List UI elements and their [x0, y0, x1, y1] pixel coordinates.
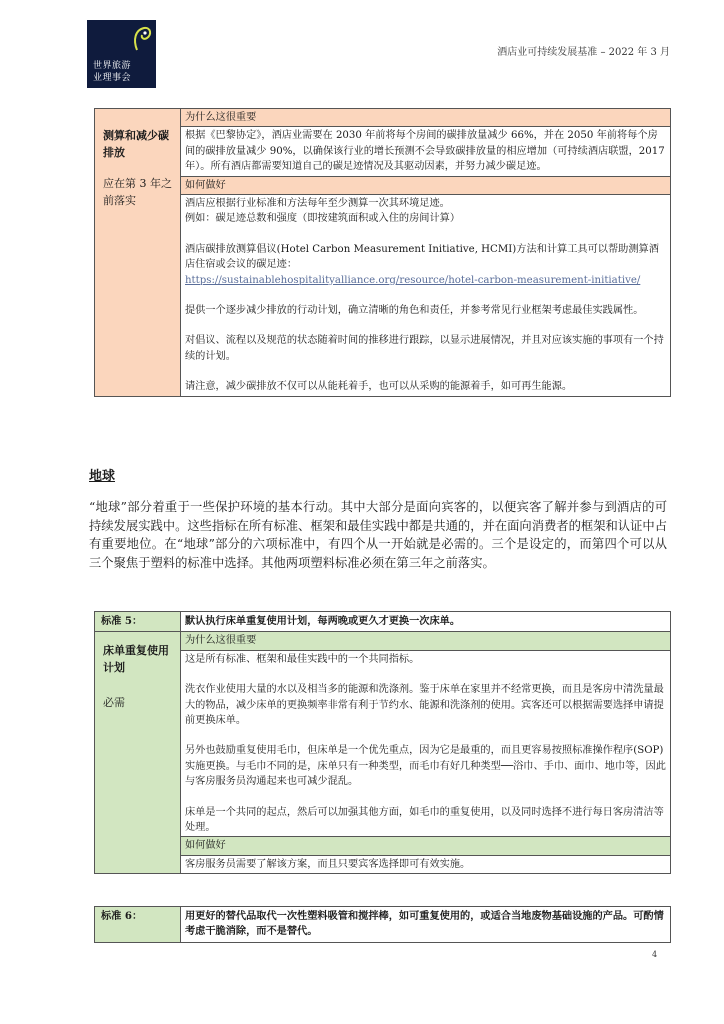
standard5-why-body	[181, 650, 671, 837]
standard5-left-panel	[95, 632, 181, 874]
standard6-title: 用更好的替代品取代一次性塑料吸管和搅拌棒，如可重复使用的，或适合当地废物基础设施的产品。可酌情考虑干脆消除，而不是替代。	[181, 907, 671, 943]
standard5-why-p4: 床单是一个共同的起点，然后可以加强其他方面，如毛巾的重复使用，以及同时选择不进行每日客房清洁等处理。	[185, 806, 664, 834]
section-intro: “地球”部分着重于一些保护环境的基本行动。其中大部分是面向宾客的，以便宾客了解并参与到酒店的可持续发展实践中。这些指标在所有标准、框架和最佳实践中都是共通的，并在面向消费者的框架和认证中占有重要地位。在“地球”部分的六项标准中，有四个从一开始就是必需的。三个是设定的，而第四个可以从三个聚焦于塑料的标准中选择。其他两项塑料标准必须在第三年之前落实。	[89, 500, 667, 570]
logo-swirl-icon	[87, 20, 156, 60]
standard5-label: 标准 5：	[95, 612, 181, 632]
carbon-how-p6: 请注意，减少碳排放不仅可以从能耗着手，也可以从采购的能源着手，如可再生能源。	[185, 381, 573, 393]
standard5-how-body	[181, 855, 671, 873]
logo-text-line1: 世界旅游	[93, 61, 132, 71]
standard5-status: 必需	[103, 696, 125, 710]
standard6-label: 标准 6：	[95, 907, 181, 943]
carbon-how-p3: 酒店碳排放测算倡议(Hotel Carbon Measurement Initiative, HCMI)方法和计算工具可以帮助测算酒店住宿或会议的碳足迹：	[185, 243, 659, 271]
carbon-how-header: 如何做好	[181, 176, 671, 194]
hcmi-link[interactable]: https://sustainablehospitalityalliance.org/resource/hotel-carbon-measurement-initiative/	[185, 274, 641, 286]
standard5-why-p3: 另外也鼓励重复使用毛巾，但床单是一个优先重点，因为它是最重的，而且更容易按照标准操作程序(SOP)实施更换。与毛巾不同的是，床单只有一种类型，而毛巾有好几种类型──浴巾、手巾、面巾、地巾等，因此与客房服务员沟通起来也可减少混乱。	[185, 745, 666, 788]
section-title-planet: 地球	[89, 469, 116, 484]
document-title: 酒店业可持续发展基准 – 2022 年 3 月	[497, 47, 670, 58]
carbon-left-title: 测算和减少碳排放	[103, 129, 169, 159]
carbon-how-p4: 提供一个逐步减少排放的行动计划，确立清晰的角色和责任，并参考常见行业框架考虑最佳实践属性。	[185, 305, 644, 317]
standard5-how-header: 如何做好	[181, 837, 671, 855]
carbon-left-timing: 应在第 3 年之前落实	[103, 177, 172, 207]
standard5-box	[94, 611, 671, 874]
standard5-why-header: 为什么这很重要	[181, 632, 671, 650]
standard5-why-p1: 这是所有标准、框架和最佳实践中的一个共同指标。	[185, 653, 420, 665]
carbon-why-header: 为什么这很重要	[181, 109, 671, 127]
carbon-how-p2: 例如：碳足迹总数和强度（即按建筑面积或入住的房间计算）	[185, 213, 461, 225]
standard5-why-p2: 洗衣作业使用大量的水以及相当多的能源和洗涤剂。鉴于床单在家里并不经常更换，而且是客房中清洗量最大的物品，减少床单的更换频率非常有利于节约水、能源和洗涤剂的使用。宾客还可以根据需要选择申请提前更换床单。	[185, 684, 664, 727]
carbon-left-panel	[95, 109, 181, 397]
standard6-box	[94, 906, 671, 943]
page-number: 4	[652, 950, 658, 959]
standard5-title: 默认执行床单重复使用计划，每两晚或更久才更换一次床单。	[181, 612, 671, 632]
carbon-why-text: 根据《巴黎协定》，酒店业需要在 2030 年前将每个房间的碳排放量减少 66%，并在 2050 年前将每个房间的碳排放量减少 90%，以确保该行业的增长预测不会导致碳排放量的相应增加（可持续酒店联盟，2017 年）。所有酒店都需要知道自己的碳足迹情况及其驱动因素，并努力减少碳足迹。	[185, 130, 665, 173]
carbon-why-body	[181, 127, 671, 176]
carbon-how-p5: 对倡议、流程以及规范的状态随着时间的推移进行跟踪，以显示进展情况，并且对应该实施的事项有一个持续的计划。	[185, 335, 664, 362]
logo-text-line2: 业理事会	[93, 73, 132, 83]
carbon-standard-box	[94, 108, 671, 397]
standard5-how-text: 客房服务员需要了解该方案，而且只要宾客选择即可有效实施。	[185, 858, 471, 870]
standard5-left-title: 床单重复使用计划	[103, 644, 169, 675]
wttc-logo	[87, 20, 156, 88]
carbon-how-p1: 酒店应根据行业标准和方法每年至少测算一次其环境足迹。	[185, 198, 450, 210]
carbon-how-body	[181, 195, 671, 397]
